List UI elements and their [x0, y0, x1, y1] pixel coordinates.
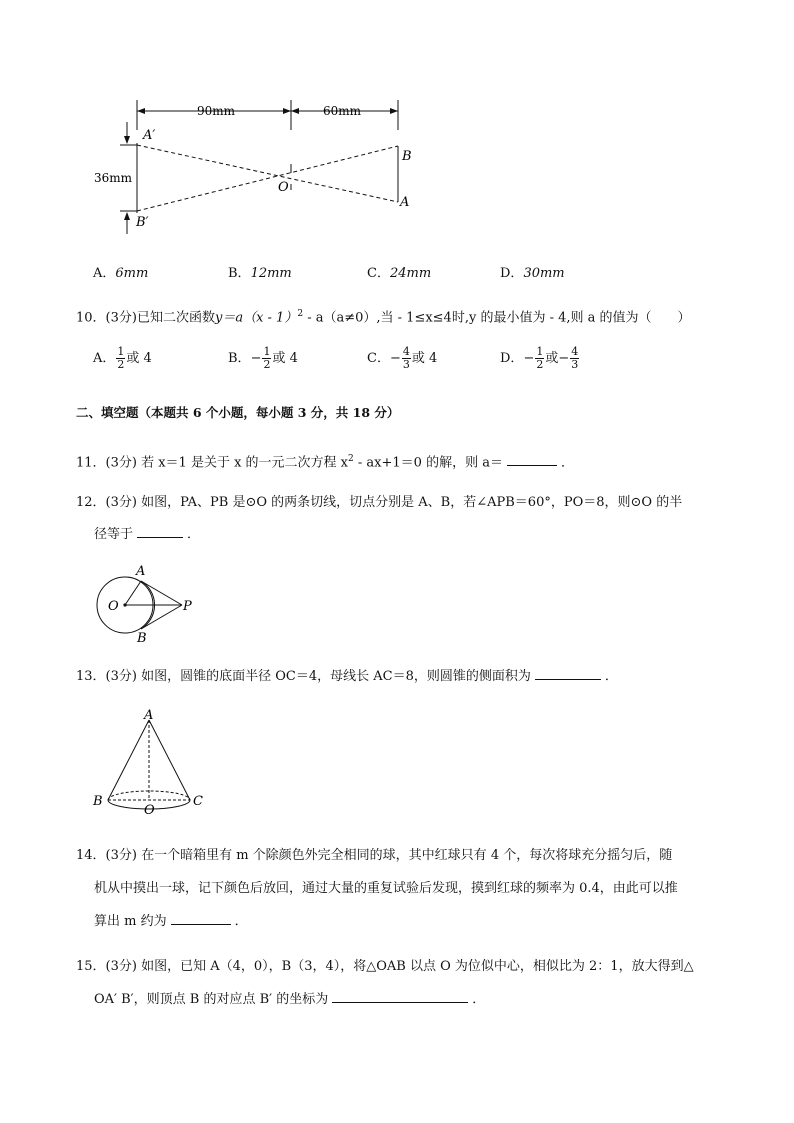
label-36mm: 36mm [94, 171, 133, 185]
pinhole-figure [94, 98, 420, 238]
label-b: B [93, 794, 103, 809]
answer-blank[interactable] [535, 667, 601, 680]
radius-oa [125, 581, 141, 605]
answer-blank[interactable] [507, 453, 557, 466]
fraction: $\frac{1}{2}$ [117, 345, 125, 371]
label-60mm: 60mm [323, 104, 362, 118]
label-o: O [108, 599, 119, 614]
label-o: O [144, 803, 155, 818]
label-a: A [144, 708, 154, 723]
ray-b-prime [137, 146, 398, 211]
q12-stem-line1: 12．(3分) 如图，PA、PB 是⊙O 的两条切线，切点分别是 A、B，若∠APB＝60°，PO＝8，则⊙O 的半 [76, 495, 683, 510]
label-p: P [183, 599, 192, 614]
label-a: A [136, 564, 146, 579]
fraction: $\frac{1}{2}$ [263, 345, 271, 371]
q9-option-c[interactable]: C．24mm [367, 266, 432, 281]
label-a: A [400, 195, 410, 210]
answer-blank[interactable] [332, 990, 468, 1003]
tangent-pb [141, 605, 182, 629]
q9-option-a[interactable]: A．6mm [93, 266, 149, 281]
center-dot [123, 603, 126, 606]
q14-stem-line3: 算出 m 约为 ． [94, 914, 248, 929]
q15-stem-line2: OA′ B′，则顶点 B 的对应点 B′ 的坐标为 ． [94, 992, 486, 1007]
label-90mm: 90mm [197, 104, 236, 118]
answer-blank[interactable] [137, 525, 183, 538]
q15-stem-line1: 15．(3分) 如图，已知 A（4，0），B（3，4），将△OAB 以点 O 为位似中心，相似比为 2：1，放大得到△ [76, 959, 694, 974]
fraction: $\frac{1}{2}$ [536, 345, 544, 371]
q10-option-a[interactable]: A． $\frac{1}{2}$ 或 4 [93, 345, 152, 371]
q12-stem-line2: 径等于 ． [94, 527, 201, 542]
tangent-circle-figure [90, 560, 200, 644]
q10-option-b[interactable]: B．− $\frac{1}{2}$ 或 4 [228, 345, 298, 371]
q14-stem-line1: 14．(3分) 在一个暗箱里有 m 个除颜色外完全相同的球，其中红球只有 4 个，每次将球充分摇匀后，随 [76, 848, 673, 863]
label-b: B [137, 631, 147, 646]
tangent-pa [141, 581, 182, 605]
label-b-prime: B′ [136, 215, 149, 230]
cone-figure [88, 708, 212, 820]
slant-ab [108, 720, 149, 800]
q9-option-d[interactable]: D．30mm [500, 266, 565, 281]
label-a-prime: A′ [143, 128, 156, 143]
slant-ac [149, 720, 190, 800]
q13-stem: 13．(3分) 如图，圆锥的底面半径 OC＝4，母线长 AC＝8，则圆锥的侧面积为 ． [76, 669, 618, 684]
fraction: $\frac{4}{3}$ [402, 345, 410, 371]
fraction: $\frac{4}{3}$ [571, 345, 579, 371]
q11-stem: 11．(3分) 若 x＝1 是关于 x 的一元二次方程 $x^2 - ax+1=0$ 的解，则 a＝ ． [76, 454, 574, 471]
label-c: C [193, 794, 203, 809]
section-heading: 二、填空题（本题共 6 个小题，每小题 3 分，共 18 分） [76, 405, 400, 420]
q10-option-d[interactable]: D．− $\frac{1}{2}$ 或− $\frac{4}{3}$ [500, 345, 579, 371]
ray-a-prime [137, 145, 398, 202]
label-b: B [402, 149, 412, 164]
answer-blank[interactable] [171, 912, 231, 925]
q10-option-c[interactable]: C．− $\frac{4}{3}$ 或 4 [367, 345, 438, 371]
q14-stem-line2: 机从中摸出一球，记下颜色后放回，通过大量的重复试验后发现，摸到红球的频率为 0.4，由此可以推 [94, 881, 678, 896]
label-o: O [278, 180, 289, 195]
q10-stem: 10．(3分)已知二次函数y＝a（x - 1）$^2$ - a（a≠0）,当 - 1≤x≤4时,y 的最小值为 - 4,则 a 的值为（ ） [76, 309, 691, 326]
q9-option-b[interactable]: B．12mm [228, 266, 292, 281]
